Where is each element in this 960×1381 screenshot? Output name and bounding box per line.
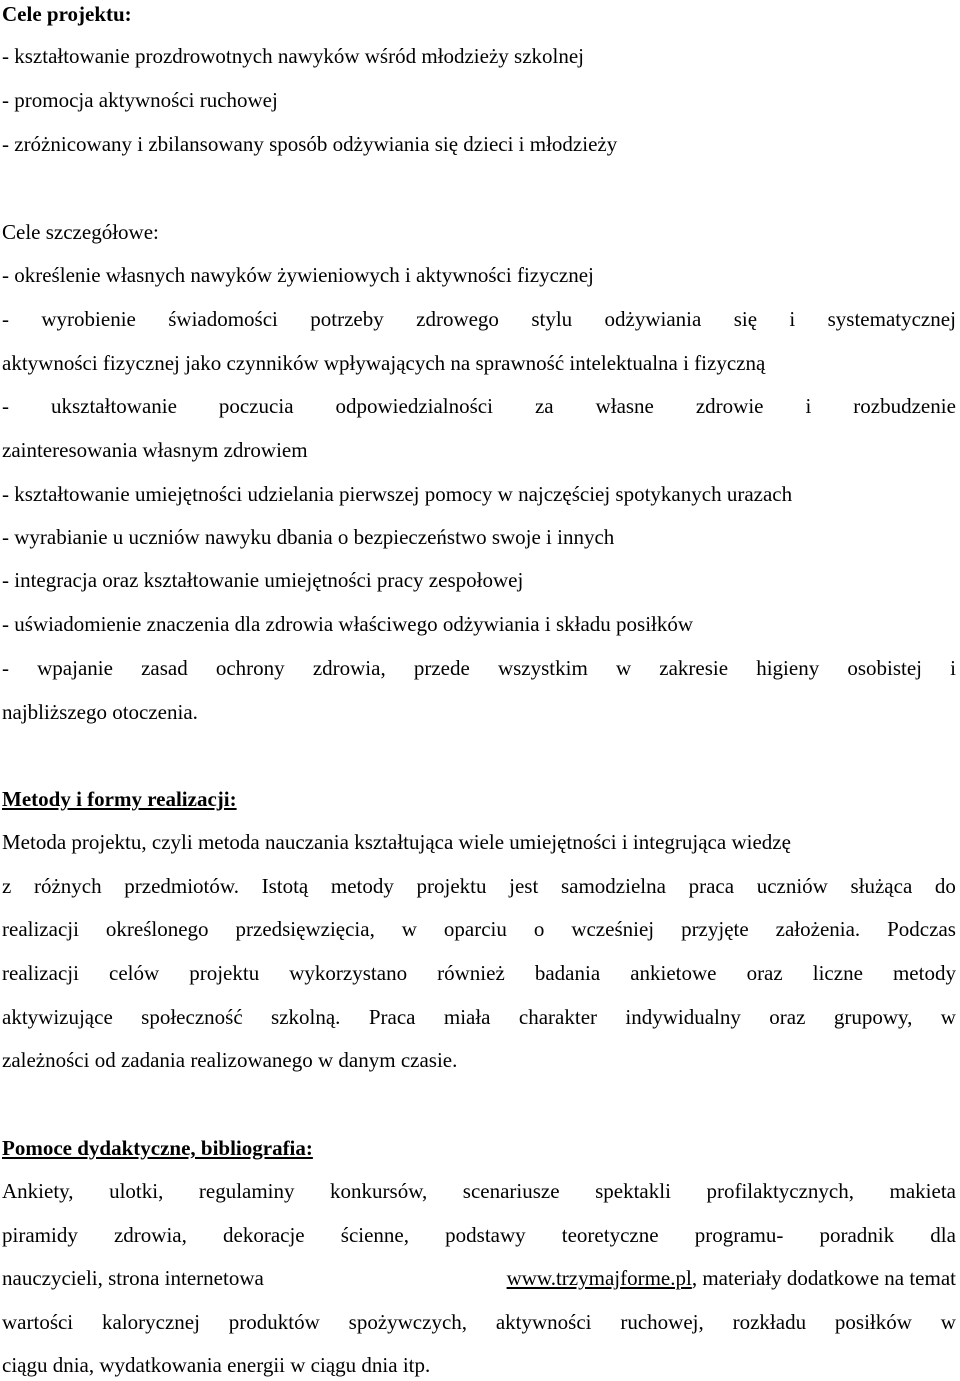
specific-goal-line: - integracja oraz kształtowanie umiejętności pracy zespołowej	[2, 568, 524, 592]
methods-line: realizacji określonego przedsięwzięcia, w oparciu o wcześniej przyjęte założenia. Podczas	[2, 917, 956, 941]
specific-goal-line: aktywności fizycznej jako czynników wpływających na sprawność intelektualna i fizyczną	[2, 351, 766, 375]
goal-item: - kształtowanie prozdrowotnych nawyków wśród młodzieży szkolnej	[2, 44, 585, 68]
methods-line: Metoda projektu, czyli metoda nauczania kształtująca wiele umiejętności i integrująca wiedzę	[2, 830, 791, 854]
specific-goals-heading: Cele szczegółowe:	[2, 220, 159, 244]
aids-line: wartości kalorycznej produktów spożywczych, aktywności ruchowej, rozkładu posiłków w	[2, 1310, 956, 1334]
goal-item: - promocja aktywności ruchowej	[2, 88, 278, 112]
methods-line: aktywizujące społeczność szkolną. Praca miała charakter indywidualny oraz grupowy, w	[2, 1005, 956, 1029]
specific-goal-line: - kształtowanie umiejętności udzielania pierwszej pomocy w najczęściej spotykanych urazach	[2, 482, 793, 506]
methods-heading: Metody i formy realizacji:	[2, 787, 237, 811]
aids-line: piramidy zdrowia, dekoracje ścienne, podstawy teoretyczne programu- poradnik dla	[2, 1223, 956, 1247]
specific-goal-line: - ukształtowanie poczucia odpowiedzialności za własne zdrowie i rozbudzenie	[2, 394, 956, 418]
specific-goal-line: - uświadomienie znaczenia dla zdrowia właściwego odżywiania i składu posiłków	[2, 612, 694, 636]
aids-line-end: , materiały dodatkowe na temat	[691, 1266, 956, 1290]
specific-goal-line: - wyrobienie świadomości potrzeby zdrowego stylu odżywiania się i systematycznej	[2, 307, 956, 331]
aids-line: ciągu dnia, wydatkowania energii w ciągu dnia itp.	[2, 1353, 431, 1377]
aids-line: Ankiety, ulotki, regulaminy konkursów, scenariusze spektakli profilaktycznych, makieta	[2, 1179, 956, 1203]
methods-line: zależności od zadania realizowanego w danym czasie.	[2, 1048, 458, 1072]
aids-line-with-link	[2, 1268, 956, 1289]
aids-line-start: nauczycieli, strona internetowa	[2, 1266, 264, 1290]
methods-line: z różnych przedmiotów. Istotą metody projektu jest samodzielna praca uczniów służąca do	[2, 874, 956, 898]
specific-goal-line: - wyrabianie u uczniów nawyku dbania o bezpieczeństwo swoje i innych	[2, 525, 615, 549]
goal-item: - zróżnicowany i zbilansowany sposób odżywiania się dzieci i młodzieży	[2, 132, 618, 156]
specific-goal-line: - wpajanie zasad ochrony zdrowia, przede wszystkim w zakresie higieny osobistej i	[2, 656, 956, 680]
specific-goal-line: najbliższego otoczenia.	[2, 700, 198, 724]
specific-goal-line: - określenie własnych nawyków żywieniowych i aktywności fizycznej	[2, 263, 594, 287]
goals-heading: Cele projektu:	[2, 2, 132, 26]
methods-line: realizacji celów projektu wykorzystano również badania ankietowe oraz liczne metody	[2, 961, 956, 985]
website-link[interactable]: www.trzymajforme.pl	[506, 1266, 692, 1290]
aids-heading: Pomoce dydaktyczne, bibliografia:	[2, 1136, 313, 1160]
specific-goal-line: zainteresowania własnym zdrowiem	[2, 438, 308, 462]
